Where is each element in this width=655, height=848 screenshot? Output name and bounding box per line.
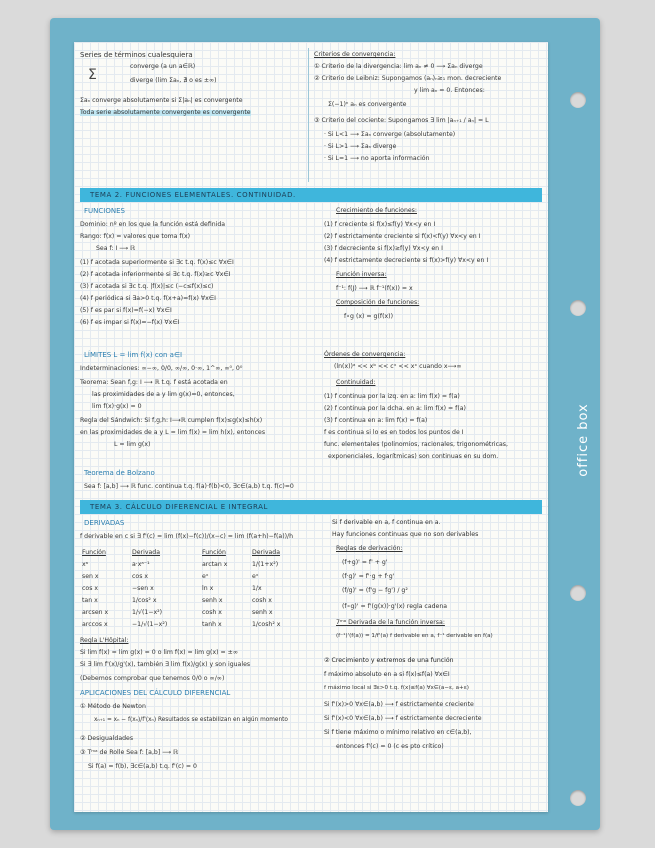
ordenes-title: Órdenes de convergencia:	[324, 351, 406, 358]
regla-line: (f+g)' = f' + g'	[342, 559, 388, 566]
section-band	[80, 500, 542, 514]
table-cell: cos x	[82, 585, 99, 592]
series-converge: converge (a un a∈ℝ)	[130, 63, 196, 70]
table-cell: 1/cos² x	[132, 597, 157, 604]
table-cell: a·xᵃ⁻¹	[132, 561, 150, 568]
table-cell: 1/√(1−x²)	[132, 609, 163, 616]
tema-2-title: TEMA 2. FUNCIONES ELEMENTALES. CONTINUIDAD.	[90, 191, 296, 199]
table-cell: −sen x	[132, 585, 154, 592]
derivadas-title: DERIVADAS	[84, 519, 125, 527]
funciones-line: (1) f acotada superiormente si ∃c t.q. f(x)≤c ∀x∈I	[80, 259, 234, 266]
extremos-line: f máximo absoluto en a si f(x)≤f(a) ∀x∈I	[324, 671, 450, 678]
funciones-line: Dominio: nº en los que la función está definida	[80, 221, 226, 228]
sum-symbol: Σ	[88, 67, 97, 83]
limites-line: L = lim g(x)	[114, 441, 151, 448]
table-cell: cosh x	[202, 609, 222, 616]
crecimiento-title: Crecimiento de funciones:	[336, 207, 417, 214]
regla-line: (f∘g)' = f'(g(x))·g'(x) regla cadena	[342, 603, 448, 610]
aplicaciones-title: APLICACIONES DEL CÁLCULO DIFERENCIAL	[80, 689, 231, 697]
funciones-line: Sea f: I ⟶ ℝ	[96, 245, 136, 252]
aplicacion-line: ① Método de Newton	[80, 703, 146, 710]
table-cell: ln x	[202, 585, 214, 592]
aplicacion-line: ② Desigualdades	[80, 735, 134, 742]
crecimiento-line: (2) f estrictamente creciente si f(x)<f(y) ∀x<y en I	[324, 233, 481, 240]
section-band	[80, 188, 542, 202]
extremos-line: Si f tiene máximo o mínimo relativo en c∈(a,b),	[324, 729, 472, 736]
funciones-line: (3) f acotada si ∃c t.q. |f(x)|≤c (−c≤f(x)≤c)	[80, 283, 214, 290]
regla-line: (f·g)' = f'·g + f·g'	[342, 573, 395, 580]
criterio-3c: · Si L=1 ⟶ no aporta información	[324, 155, 430, 162]
crecimiento-extremos-title: ② Crecimiento y extremos de una función	[324, 657, 454, 664]
extremos-line: f máximo local si ∃ε>0 t.q. f(x)≤f(a) ∀x∈(a−ε, a+ε)	[324, 685, 469, 691]
limites-title: LÍMITES L = lim f(x) con a∈I	[84, 351, 183, 359]
criterio-2b: y lim aₙ = 0. Entonces:	[414, 87, 485, 94]
extremos-line: Si f'(x)<0 ∀x∈(a,b) ⟶ f estrictamente decreciente	[324, 715, 482, 722]
derivada-definicion: f derivable en c si ∃ f'(c) = lim (f(x)−f(c))/(x−c) = lim (f(a+h)−f(a))/h	[80, 533, 294, 540]
hopital-line: Si ∃ lim f'(x)/g'(x), también ∃ lim f(x)/g(x) y son iguales	[80, 661, 251, 668]
inversa-line: f⁻¹: f(J) ⟶ ℝ f⁻¹(f(x)) = x	[336, 285, 413, 292]
limites-line: lim f(x)·g(x) = 0	[92, 403, 142, 410]
table-cell: cos x	[132, 573, 149, 580]
binder-hole	[570, 300, 586, 316]
table-cell: arctan x	[202, 561, 228, 568]
table-cell: eˣ	[202, 573, 209, 580]
continuidad-title: Continuidad:	[336, 379, 376, 386]
funciones-title: FUNCIONES	[84, 207, 125, 215]
criterio-3: ③ Criterio del cociente: Supongamos ∃ lim |aₙ₊₁ / aₙ| = L	[314, 117, 489, 124]
inversa-derivada-title: 7ᵐᵃ Derivada de la función inversa:	[336, 619, 445, 626]
binder-hole	[570, 790, 586, 806]
criterio-3b: · Si L>1 ⟶ Σaₙ diverge	[324, 143, 397, 150]
table-header: Derivada	[132, 549, 161, 556]
aplicacion-line: Si f(a) = f(b), ∃c∈(a,b) t.q. f'(c) = 0	[88, 763, 197, 770]
notes-sheet	[74, 42, 548, 812]
series-diverge: diverge (lim Σaₙ, ∄ o es ±∞)	[130, 77, 217, 84]
table-cell: eˣ	[252, 573, 259, 580]
crecimiento-line: (3) f decreciente si f(x)≥f(y) ∀x<y en I	[324, 245, 443, 252]
criterio-2c: Σ(−1)ⁿ aₙ es convergente	[328, 101, 407, 108]
column-divider	[308, 48, 309, 182]
continuidad-line: exponenciales, logarítmicas) son continuas en su dom.	[328, 453, 499, 460]
table-cell: 1/(1+x²)	[252, 561, 279, 568]
inversa-derivada-line: (f⁻¹)'(f(a)) = 1/f'(a) f derivable en a, f⁻¹ derivable en f(a)	[336, 633, 493, 639]
criterio-1: ① Criterio de la divergencia: lim aₙ ≠ 0 ⟶ Σaₙ diverge	[314, 63, 483, 70]
composicion-title: Composición de funciones:	[336, 299, 420, 306]
continuidad-line: f es continua si lo es en todos los puntos de I	[324, 429, 464, 436]
limites-line: Indeterminaciones: ∞−∞, 0/0, ∞/∞, 0·∞, 1^∞, ∞⁰, 0⁰	[80, 365, 243, 372]
derivable-note: Si f derivable en a, f continua en a.	[332, 519, 441, 526]
series-title: Series de términos cualesquiera	[80, 51, 193, 59]
table-header: Función	[202, 549, 226, 556]
derivable-note: Hay funciones continuas que no son derivables	[332, 531, 479, 538]
table-cell: tanh x	[202, 621, 222, 628]
table-header: Derivada	[252, 549, 281, 556]
table-cell: senh x	[252, 609, 273, 616]
table-cell: cosh x	[252, 597, 272, 604]
crecimiento-line: (1) f creciente si f(x)≤f(y) ∀x<y en I	[324, 221, 436, 228]
bolzano-title: Teorema de Bolzano	[84, 469, 155, 477]
continuidad-line: (1) f continua por la izq. en a: lim f(x) = f(a)	[324, 393, 460, 400]
crecimiento-line: (4) f estrictamente decreciente si f(x)>f(y) ∀x<y en I	[324, 257, 489, 264]
binder-hole	[570, 92, 586, 108]
aplicacion-line: xₙ₊₁ = xₙ − f(xₙ)/f'(xₙ) Resultados se estabilizan en algún momento	[94, 717, 288, 723]
table-cell: sen x	[82, 573, 99, 580]
funciones-line: (2) f acotada inferiormente si ∃c t.q. f(x)≥c ∀x∈I	[80, 271, 231, 278]
continuidad-line: (3) f continua en a: lim f(x) = f(a)	[324, 417, 428, 424]
tema-3-title: TEMA 3. CÁLCULO DIFERENCIAL E INTEGRAL	[90, 503, 269, 511]
hopital-title: Regla L'Hôpital:	[80, 637, 129, 644]
limites-line: las proximidades de a y lim g(x)=0, entonces,	[92, 391, 235, 398]
inversa-title: Función inversa:	[336, 271, 387, 278]
table-cell: 1/cosh² x	[252, 621, 281, 628]
table-cell: senh x	[202, 597, 223, 604]
hopital-line: Si lim f(x) = lim g(x) = 0 o lim f(x) = lim g(x) = ±∞	[80, 649, 238, 656]
table-cell: arcsen x	[82, 609, 109, 616]
funciones-line: Rango: f(x) = valores que toma f(x)	[80, 233, 191, 240]
limites-line: en las proximidades de a y L = lim f(x) = lim h(x), entonces	[80, 429, 266, 436]
table-cell: 1/x	[252, 585, 262, 592]
series-absolute-note: Toda serie absolutamente convergente es convergente	[80, 109, 251, 116]
continuidad-line: func. elementales (polinomios, racionales, trigonométricas,	[324, 441, 508, 448]
extremos-line: Si f'(x)>0 ∀x∈(a,b) ⟶ f estrictamente creciente	[324, 701, 474, 708]
binder-hole	[570, 585, 586, 601]
continuidad-line: (2) f continua por la dcha. en a: lim f(x) = f(a)	[324, 405, 466, 412]
table-cell: −1/√(1−x²)	[132, 621, 168, 628]
table-cell: xᵃ	[82, 561, 89, 568]
extremos-line: entonces f'(c) = 0 (c es pto crítico)	[336, 743, 444, 750]
criterios-title: Criterios de convergencia:	[314, 51, 396, 58]
limites-line: Regla del Sándwich: Si f,g,h: I⟶ℝ cumplen f(x)≤g(x)≤h(x)	[80, 417, 263, 424]
criterio-3a: · Si L<1 ⟶ Σaₙ converge (absolutamente)	[324, 131, 456, 138]
series-absolute: Σaₙ converge absolutamente si Σ|aₙ| es convergente	[80, 97, 243, 104]
limites-line: Teorema: Sean f,g: I ⟶ ℝ t.q. f está acotada en	[80, 379, 228, 386]
criterio-2: ② Criterio de Leibniz: Supongamos (aₙ)ₙ≥₁ mon. decreciente	[314, 75, 502, 82]
funciones-line: (4) f periódica si ∃a>0 t.q. f(x+a)=f(x) ∀x∈I	[80, 295, 216, 302]
table-cell: tan x	[82, 597, 98, 604]
funciones-line: (5) f es par si f(x)=f(−x) ∀x∈I	[80, 307, 172, 314]
reglas-title: Reglas de derivación:	[336, 545, 403, 552]
table-header: Función	[82, 549, 106, 556]
hopital-line: (Debemos comprobar que tenemos 0/0 o ∞/∞)	[80, 675, 225, 682]
funciones-line: (6) f es impar si f(x)=−f(x) ∀x∈I	[80, 319, 180, 326]
aplicacion-line: ③ Tᵐᵃ de Rolle Sea f: [a,b] ⟶ ℝ	[80, 749, 178, 756]
brand-logo: office box	[575, 403, 591, 477]
ordenes-line: (ln(x))ᵃ << xᵇ << cˣ << xˣ cuando x⟶∞	[334, 363, 462, 370]
bolzano-line: Sea f: [a,b] ⟶ ℝ func. continua t.q. f(a)·f(b)<0, ∃c∈(a,b) t.q. f(c)=0	[84, 483, 294, 490]
table-cell: arccos x	[82, 621, 108, 628]
composicion-line: f∘g (x) = g(f(x))	[344, 313, 393, 320]
regla-line: (f/g)' = (f'g − fg') / g²	[342, 587, 408, 594]
